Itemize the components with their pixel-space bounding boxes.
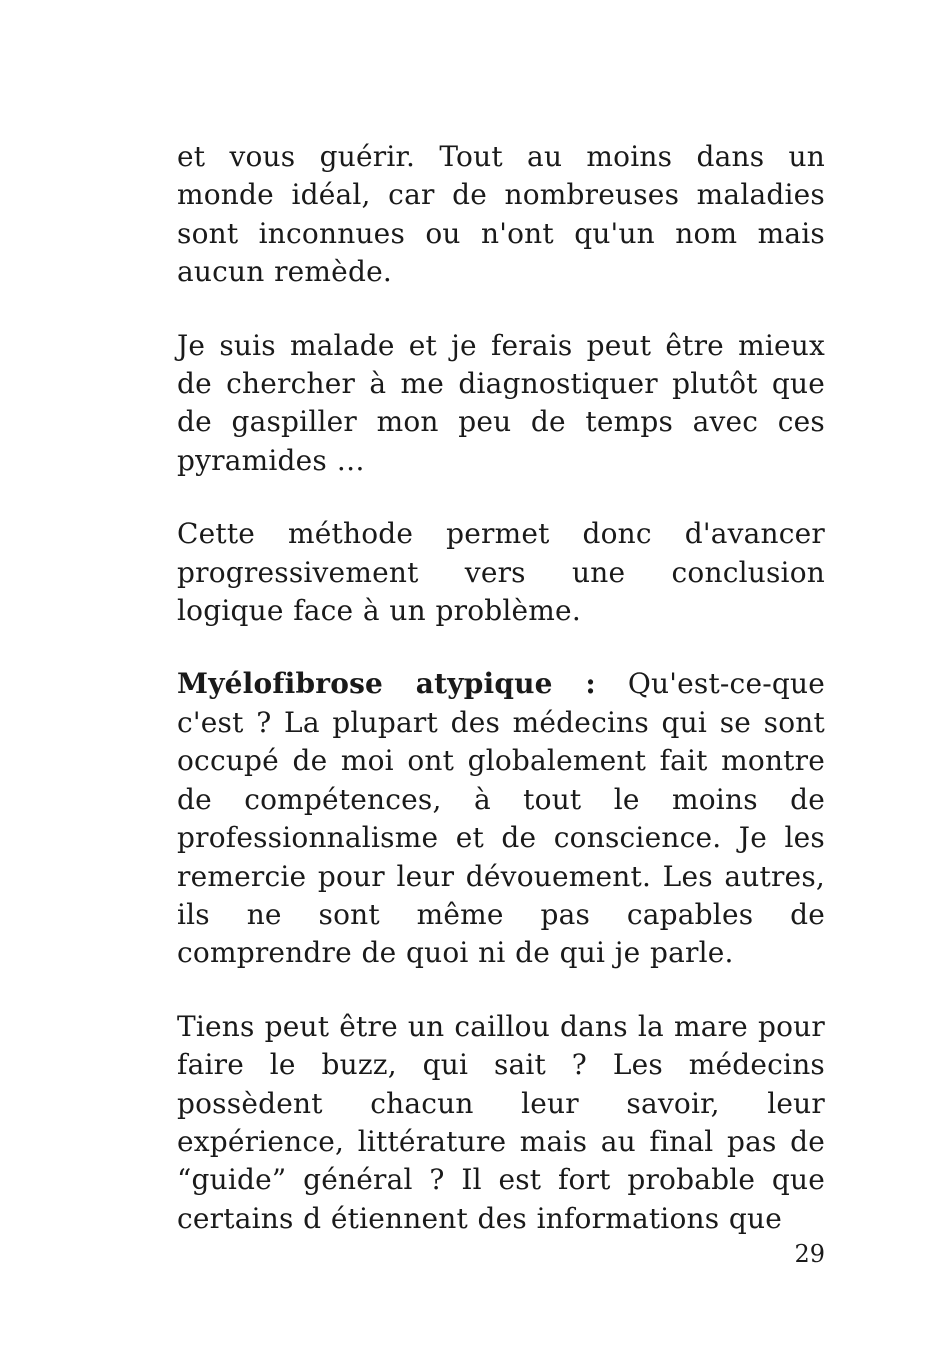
paragraph-4 [177,665,825,972]
paragraph-2: Je suis malade et je ferais peut être mieux de chercher à me diagnostiquer plutôt que de gaspiller mon peu de temps avec ces pyramides … [177,328,825,477]
paragraph-5: Tiens peut être un caillou dans la mare pour faire le buzz, qui sait ? Les médecins possèdent chacun leur savoir, leur expérience, littérature mais au final pas de “guide” général ? Il est fort probable que certains d étiennent des informations que [177,1009,825,1235]
term-heading: Myélofibrose atypique : [177,667,596,701]
term-definition: Qu'est-ce-que c'est ? La plupart des médecins qui se sont occupé de moi ont globalement fait montre de compétences, à tout le moins de professionnalisme et de conscience. Je les remercie pour leur dévouement. Les autres, ils ne sont même pas capables de comprendre de quoi ni de qui je parle. [177,667,826,970]
page-number: 29 [794,1240,825,1268]
paragraph-3: Cette méthode permet donc d'avancer progressivement vers une conclusion logique face à un problème. [177,517,825,628]
body-text [177,138,825,1273]
paragraph-1: et vous guérir. Tout au moins dans un monde idéal, car de nombreuses maladies sont inconnues ou n'ont qu'un nom mais aucun remède. [177,140,825,289]
